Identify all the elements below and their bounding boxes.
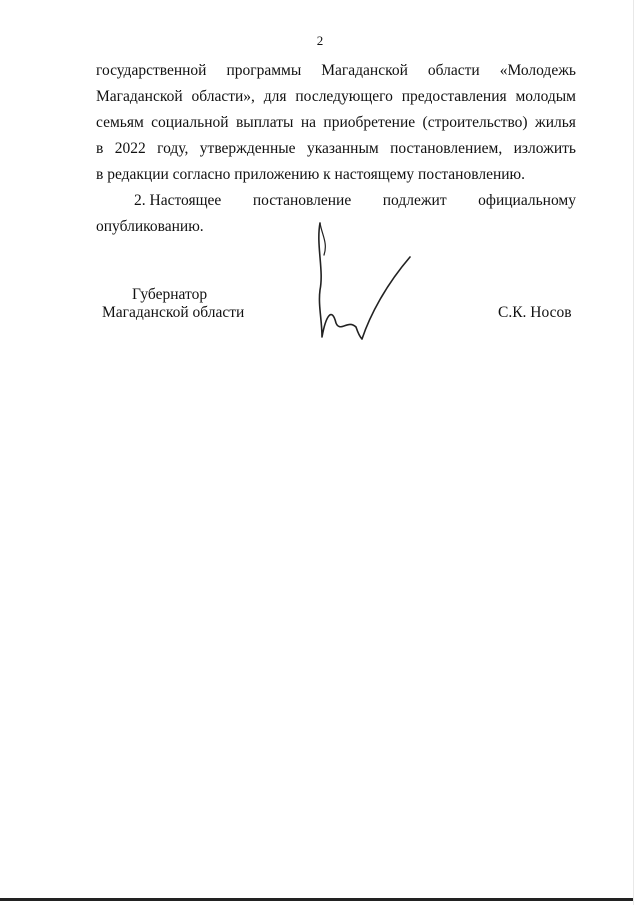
paragraph-2-line-1 bbox=[134, 192, 576, 210]
scan-bottom-edge bbox=[0, 898, 633, 901]
word: подлежит bbox=[382, 192, 447, 209]
paragraph-1-line-4 bbox=[96, 140, 576, 158]
word: постановление bbox=[252, 192, 352, 209]
paragraph-1-line-3 bbox=[96, 114, 576, 132]
word: последующего bbox=[295, 88, 393, 105]
word: области bbox=[427, 62, 480, 79]
word: указанным bbox=[306, 140, 379, 157]
word: (строительство) bbox=[422, 114, 528, 131]
word: программы bbox=[226, 62, 302, 79]
word: жилья bbox=[535, 114, 576, 131]
handwritten-signature bbox=[310, 215, 430, 345]
word: Магаданской bbox=[321, 62, 408, 79]
word: государственной bbox=[96, 62, 207, 79]
word: в bbox=[96, 140, 104, 157]
word: на bbox=[300, 114, 316, 131]
word: Магаданской bbox=[96, 88, 183, 105]
word: утвержденные bbox=[199, 140, 296, 157]
word: изложить bbox=[513, 140, 576, 157]
paragraph-2-line-2: опубликованию. bbox=[96, 218, 204, 235]
governor-region: Магаданской области bbox=[102, 304, 245, 321]
word: социальной bbox=[151, 114, 229, 131]
word: предоставления bbox=[401, 88, 507, 105]
word: выплаты bbox=[235, 114, 294, 131]
governor-name: С.К. Носов bbox=[498, 304, 572, 321]
word: молодым bbox=[515, 88, 576, 105]
word: области», bbox=[191, 88, 255, 105]
word: семьям bbox=[96, 114, 144, 131]
paragraph-1-line-1 bbox=[96, 62, 576, 80]
word: официальному bbox=[478, 192, 576, 209]
word: «Молодежь bbox=[499, 62, 576, 79]
page-number: 2 bbox=[316, 33, 324, 48]
word: приобретение bbox=[323, 114, 416, 131]
word: году, bbox=[157, 140, 189, 157]
paragraph-1-line-5: в редакции согласно приложению к настоящему постановлению. bbox=[96, 166, 525, 183]
governor-title: Губернатор bbox=[132, 286, 208, 303]
word: для bbox=[263, 88, 287, 105]
word: 2. Настоящее bbox=[134, 192, 222, 209]
paragraph-1-line-2 bbox=[96, 88, 576, 106]
word: 2022 bbox=[114, 140, 146, 157]
word: постановлением, bbox=[390, 140, 503, 157]
scan-right-edge bbox=[633, 0, 640, 905]
